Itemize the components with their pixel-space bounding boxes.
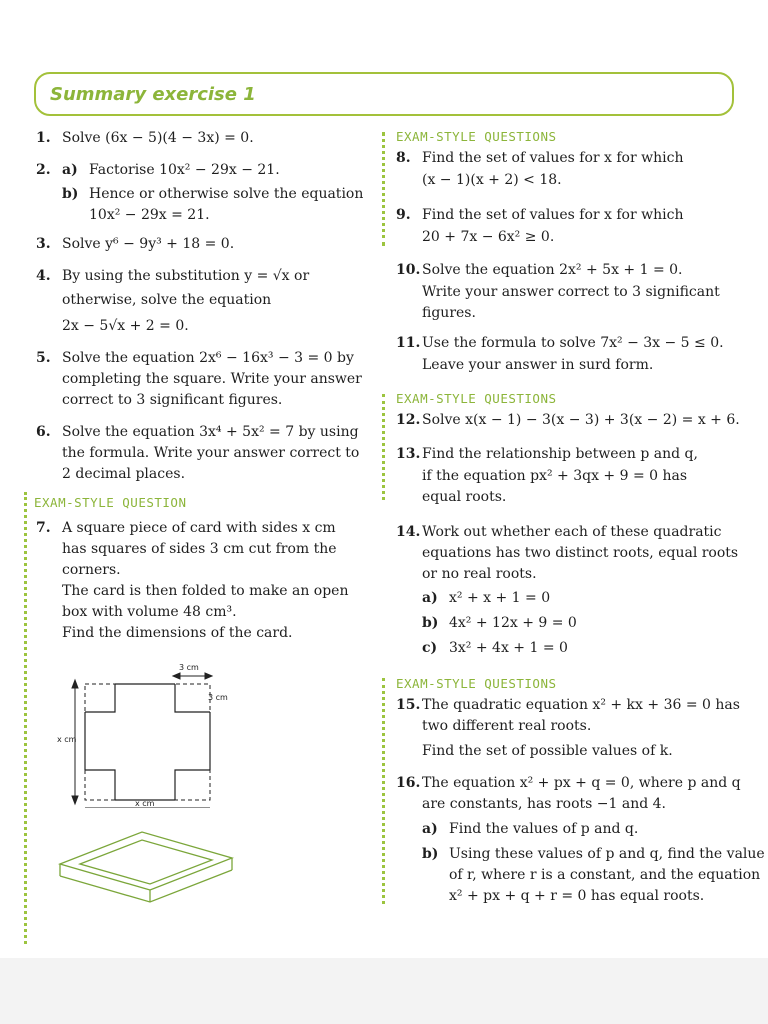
title-box [34, 72, 734, 116]
exam-style-questions-heading: EXAM-STYLE QUESTIONS [396, 129, 557, 144]
q14-line: Work out whether each of these quadratic [422, 524, 722, 540]
q10-line: Solve the equation 2x² + 5x + 1 = 0. [422, 262, 683, 278]
q1-number: 1. [36, 130, 51, 146]
q9-line: Find the set of values for x for which [422, 207, 684, 223]
q14a-label: a) [422, 590, 438, 606]
q5-line: correct to 3 significant figures. [62, 392, 283, 408]
q14c-text: 3x² + 4x + 1 = 0 [449, 640, 568, 656]
q16-line: are constants, has roots −1 and 4. [422, 796, 666, 812]
q2-number: 2. [36, 162, 51, 178]
q16b-line: of r, where r is a constant, and the equation [449, 867, 761, 883]
q5-line: completing the square. Write your answer [62, 371, 362, 387]
exam-question-dotted-border [24, 492, 30, 944]
q14-number: 14. [396, 524, 421, 540]
q14b-text: 4x² + 12x + 9 = 0 [449, 615, 577, 631]
card-net-diagram [55, 658, 235, 808]
q15-line: two different real roots. [422, 718, 592, 734]
q3-text: Solve y⁶ − 9y³ + 18 = 0. [62, 236, 235, 252]
q15-line: Find the set of possible values of k. [422, 743, 673, 759]
q3-number: 3. [36, 236, 51, 252]
q16a-label: a) [422, 821, 438, 837]
diagram-top-label: 3 cm [179, 663, 199, 672]
q7-line: box with volume 48 cm³. [62, 604, 237, 620]
q2b-line: Hence or otherwise solve the equation [89, 186, 364, 202]
q6-line: Solve the equation 3x⁴ + 5x² = 7 by using [62, 424, 359, 440]
q4-line: 2x − 5√x + 2 = 0. [62, 318, 189, 334]
q7-line: A square piece of card with sides x cm [62, 520, 336, 536]
q8-line: (x − 1)(x + 2) < 18. [422, 172, 562, 188]
q14b-label: b) [422, 615, 439, 631]
q6-line: 2 decimal places. [62, 466, 186, 482]
q4-line: otherwise, solve the equation [62, 292, 272, 308]
q7-line: The card is then folded to make an open [62, 583, 349, 599]
q11-number: 11. [396, 335, 421, 351]
q9-line: 20 + 7x − 6x² ≥ 0. [422, 229, 555, 245]
q16-number: 16. [396, 775, 421, 791]
q13-line: equal roots. [422, 489, 507, 505]
q14c-label: c) [422, 640, 438, 656]
exam-style-question-heading: EXAM-STYLE QUESTION [34, 495, 187, 510]
q10-line: Write your answer correct to 3 significant [422, 284, 720, 300]
q7-line: corners. [62, 562, 121, 578]
q12-line: Solve x(x − 1) − 3(x − 3) + 3(x − 2) = x + 6. [422, 412, 740, 428]
q4-line: By using the substitution y = √x or [62, 268, 310, 284]
q14-line: equations has two distinct roots, equal roots [422, 545, 739, 561]
q10-number: 10. [396, 262, 421, 278]
q11-line: Use the formula to solve 7x² − 3x − 5 ≤ 0. [422, 335, 724, 351]
exam-style-questions-heading: EXAM-STYLE QUESTIONS [396, 676, 557, 691]
q1-text: Solve (6x − 5)(4 − 3x) = 0. [62, 130, 254, 146]
q13-line: if the equation px² + 3qx + 9 = 0 has [422, 468, 688, 484]
q16a-text: Find the values of p and q. [449, 821, 639, 837]
q14-line: or no real roots. [422, 566, 537, 582]
q7-number: 7. [36, 520, 51, 536]
q14a-text: x² + x + 1 = 0 [449, 590, 551, 606]
q7-line: Find the dimensions of the card. [62, 625, 293, 641]
q16b-line: Using these values of p and q, find the value [449, 846, 765, 862]
q13-line: Find the relationship between p and q, [422, 446, 698, 462]
diagram-left-label: x cm [57, 735, 77, 744]
exam-questions-dotted-border [382, 678, 388, 904]
q16-line: The equation x² + px + q = 0, where p and q [422, 775, 741, 791]
q6-number: 6. [36, 424, 51, 440]
exam-questions-dotted-border [382, 394, 388, 500]
q16b-line: x² + px + q + r = 0 has equal roots. [449, 888, 705, 904]
q16b-label: b) [422, 846, 439, 862]
q6-line: the formula. Write your answer correct to [62, 445, 360, 461]
diagram-bottom-label: x cm [135, 799, 155, 808]
q9-number: 9. [396, 207, 411, 223]
q5-number: 5. [36, 350, 51, 366]
q5-line: Solve the equation 2x⁶ − 16x³ − 3 = 0 by [62, 350, 354, 366]
open-box-diagram [58, 818, 238, 918]
q4-number: 4. [36, 268, 51, 284]
q15-line: The quadratic equation x² + kx + 36 = 0 has [422, 697, 740, 713]
page-title: Summary exercise 1 [50, 84, 256, 105]
q13-number: 13. [396, 446, 421, 462]
diagram-side-label: 3 cm [208, 693, 228, 702]
q2b-label: b) [62, 186, 79, 202]
q2a-text: Factorise 10x² − 29x − 21. [89, 162, 280, 178]
page-bottom-band [0, 958, 768, 1024]
q10-line: figures. [422, 305, 476, 321]
q7-line: has squares of sides 3 cm cut from the [62, 541, 337, 557]
q15-number: 15. [396, 697, 421, 713]
q2a-label: a) [62, 162, 78, 178]
q11-line: Leave your answer in surd form. [422, 357, 654, 373]
q2b-line: 10x² − 29x = 21. [89, 207, 210, 223]
exam-style-questions-heading: EXAM-STYLE QUESTIONS [396, 391, 557, 406]
exam-questions-dotted-border [382, 132, 388, 246]
q8-line: Find the set of values for x for which [422, 150, 684, 166]
q8-number: 8. [396, 150, 411, 166]
q12-number: 12. [396, 412, 421, 428]
